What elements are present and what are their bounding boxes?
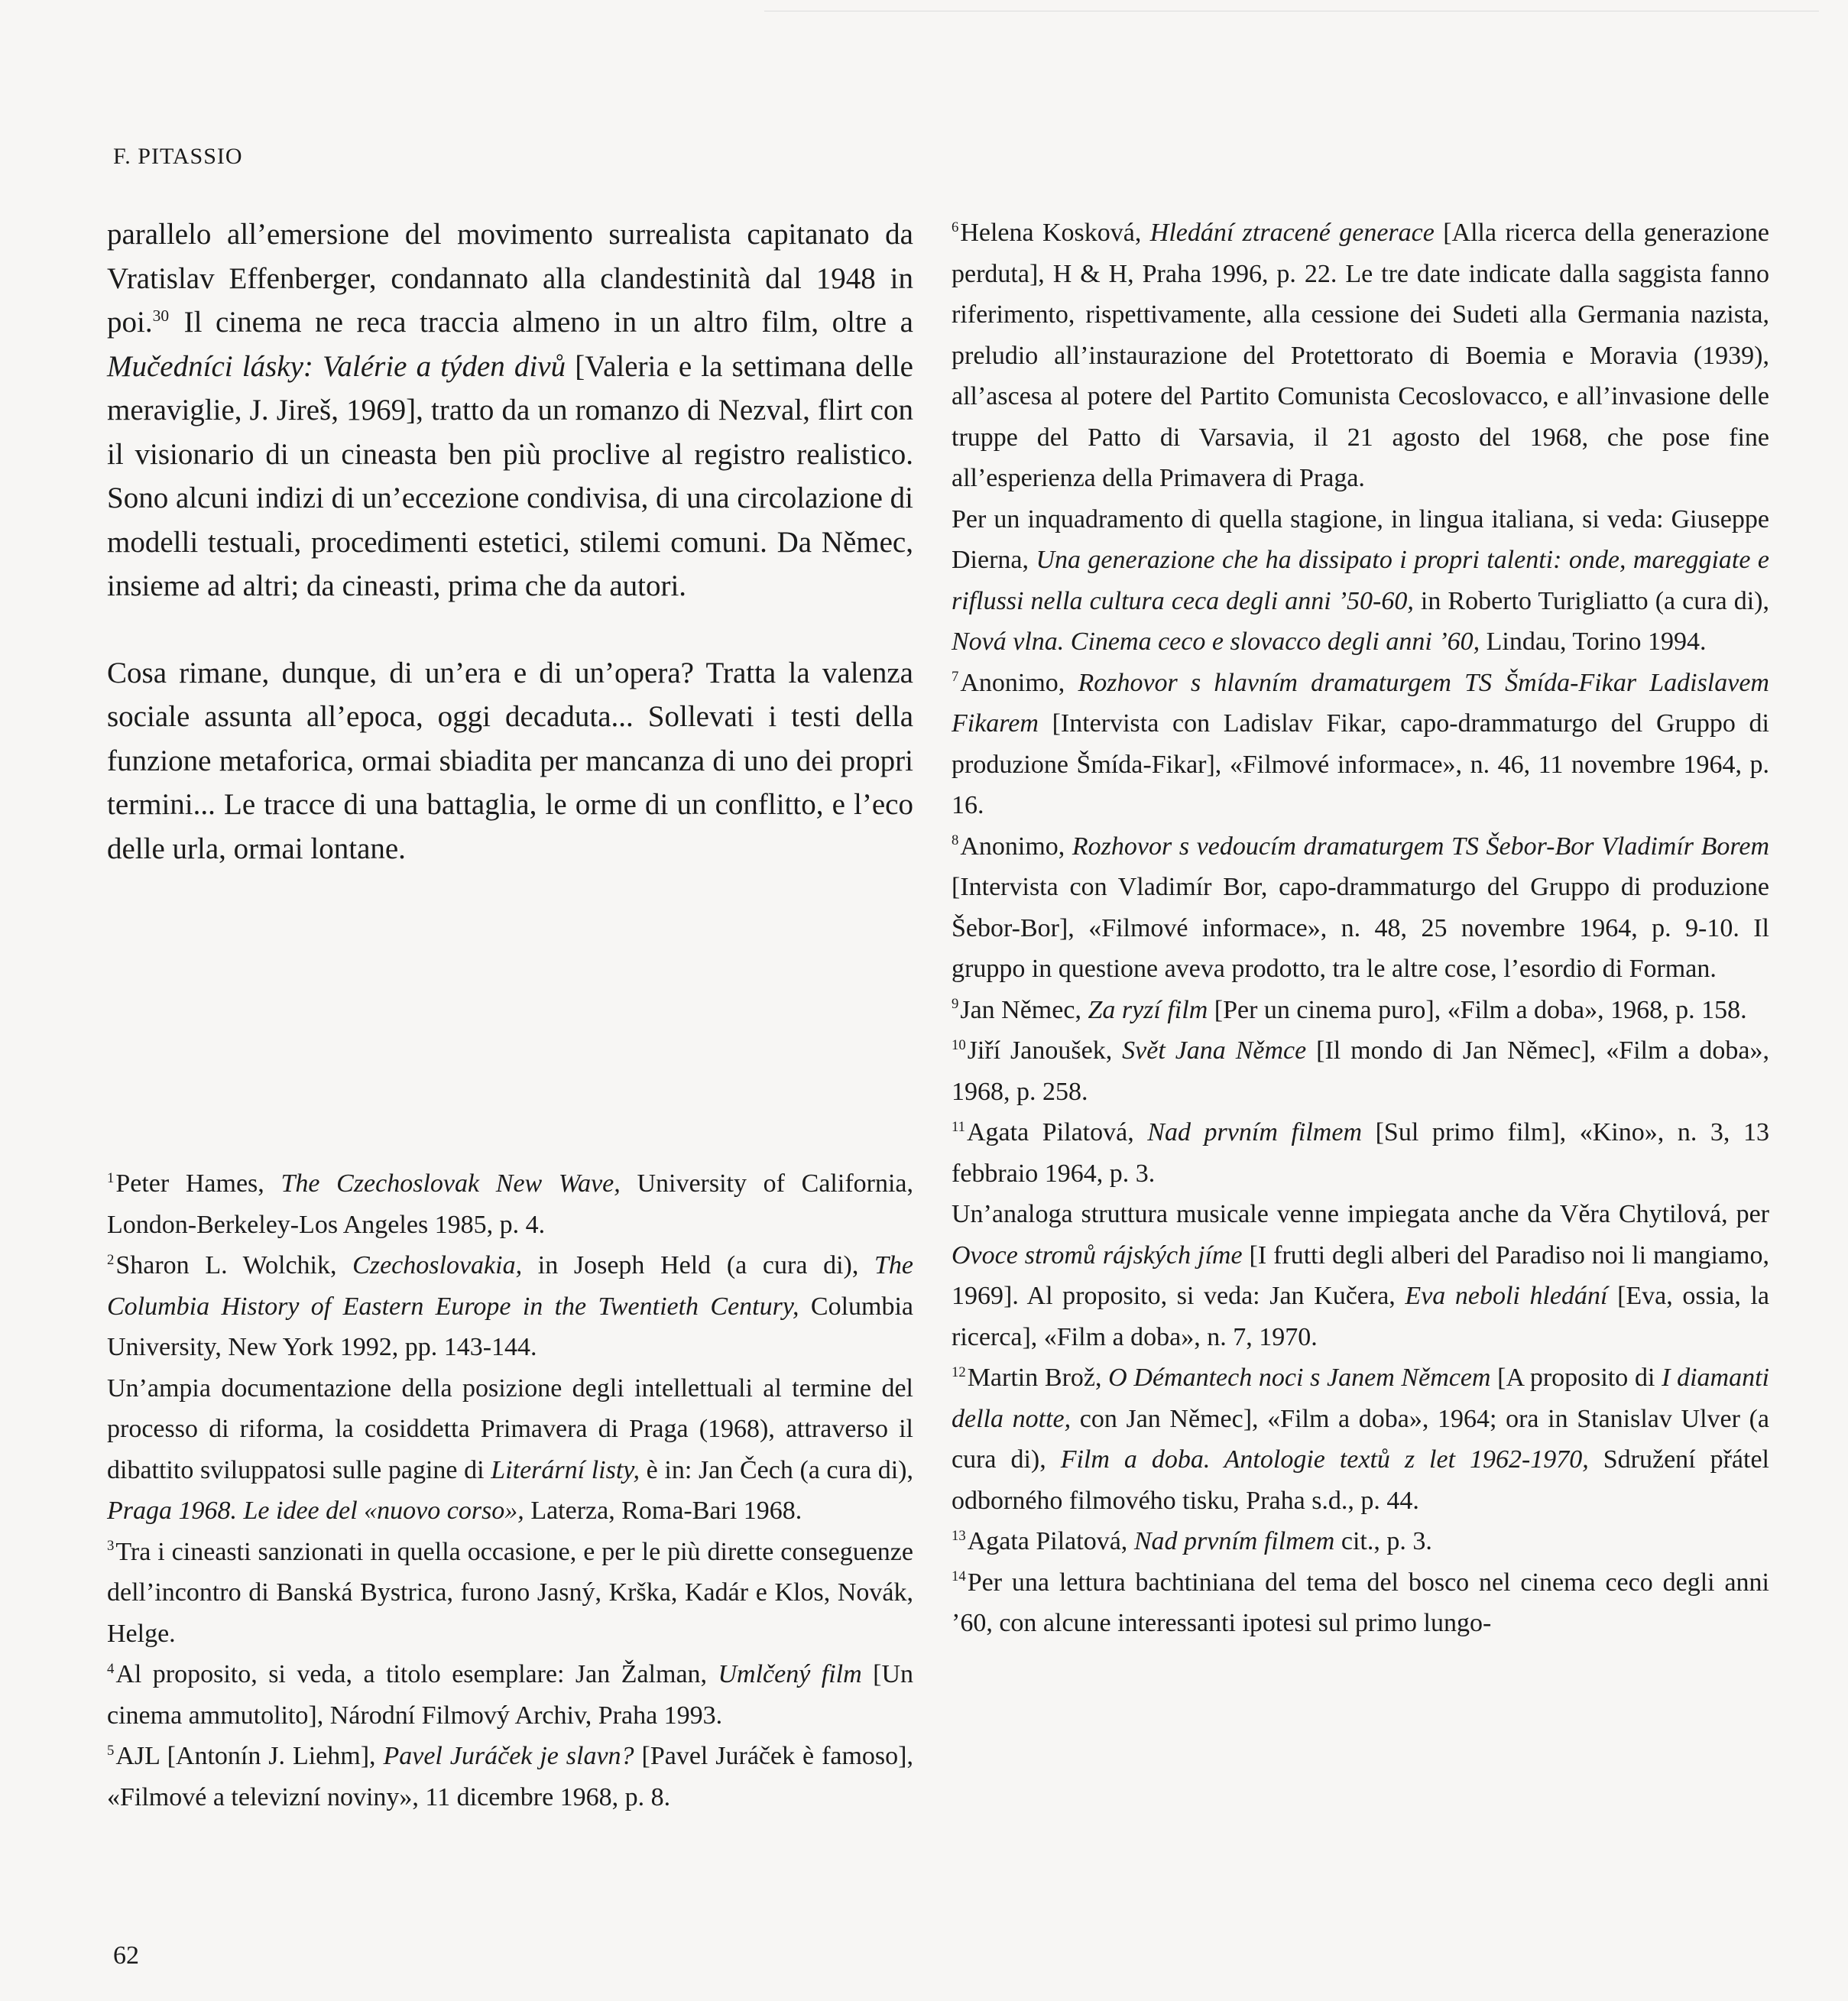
footnote: $^4$Al proposito, si veda, a titolo esemplare: Jan Žalman, Umlčený film [Un cinema ammutolito], Národní Filmový Archiv, Praha 1993. [107, 1660, 913, 1730]
footnote: $^2$Sharon L. Wolchik, Czechoslovakia, in Joseph Held (a cura di), The Columbia History of Eastern Europe in the Twentieth Century, Columbia University, New York 1992, pp. 143-144. [107, 1251, 914, 1361]
footnote: $^7$Anonimo, Rozhovor s hlavním dramaturgem TS Šmída-Fikar Ladislavem Fikarem [Intervista con Ladislav Fikar, capo-drammaturgo del Gruppo di produzione Šmída-Fikar], «Filmové informace», n. 46, 11 novembre 1964, p. 16. [952, 668, 1769, 819]
body-paragraph-2: Cosa rimane, dunque, di un’era e di un’opera? Tratta la valenza sociale assunta all’epoca, oggi decaduta... Sollevati i testi della funzione metaforica, ormai sbiadita per mancanza di uno dei propri termini... Le tracce di una battaglia, le orme di un conflitto, e l’eco delle urla, ormai lontane. [107, 656, 913, 865]
footnote: $^6$Helena Kosková, Hledání ztracené generace [Alla ricerca della generazione perduta], H & H, Praha 1996, p. 22. Le tre date indicate dalla saggista fanno riferimento, rispettivamente, alla cessione dei Sudeti alla Germania nazista, preludio all’instaurazione del Protettorato di Boemia e Moravia (1939), all’ascesa al potere del Partito Comunista Cecoslovacco, e all’invasione delle truppe del Patto di Varsavia, il 21 agosto del 1968, che pose fine all’esperienza della Primavera di Praga. [952, 219, 1769, 492]
footnote-continuation: Per un inquadramento di quella stagione, in lingua italiana, si veda: Giuseppe Dierna, Una generazione che ha dissipato i propri talenti: onde, mareggiate e riflussi nella cultura ceca degli anni ’50-60, in Roberto Turigliatto (a cura di), Nová vlna. Cinema ceco e slovacco degli anni ’60, Lindau, Torino 1994. [952, 504, 1769, 656]
footnote: $^{10}$Jiří Janoušek, Svět Jana Němce [Il mondo di Jan Němec], «Film a doba», 1968, p. 258. [952, 1036, 1769, 1106]
body-text [107, 212, 913, 871]
footnote: $^{12}$Martin Brož, O Démantech noci s Janem Němcem [A proposito di I diamanti della notte, con Jan Němec], «Film a doba», 1964; ora in Stanislav Ulver (a cura di), Film a doba. Antologie textů z let 1962-1970, Sdružení přátel odborného filmového tisku, Praha s.d., p. 44. [952, 1364, 1769, 1515]
footnote: $^5$AJL [Antonín J. Liehm], Pavel Juráček je slavn? [Pavel Juráček è famoso], «Filmové a televizní noviny», 11 dicembre 1968, p. 8. [107, 1742, 913, 1811]
body-paragraph-1: parallelo all’emersione del movimento surrealista capitanato da Vratislav Effenberger, condannato alla clandestinità dal 1948 in poi.$^{30}$ Il cinema ne reca traccia almeno in un altro film, oltre a Mučedníci lásky: Valérie a týden divů [Valeria e la settimana delle meraviglie, J. Jireš, 1969], tratto da un romanzo di Nezval, flirt con il visionario di un cineasta ben più proclive al registro realistico. Sono alcuni indizi di un’eccezione condivisa, di una circolazione di modelli testuali, procedimenti estetici, stilemi comuni. Da Němec, insieme ad altri; da cineasti, prima che da autori. [107, 218, 913, 602]
footnote: $^1$Peter Hames, The Czechoslovak New Wave, University of California, London-Berkeley-Los Angeles 1985, p. 4. [107, 1169, 914, 1239]
footnote-continuation: Un’ampia documentazione della posizione degli intellettuali al termine del processo di riforma, la cosiddetta Primavera di Praga (1968), attraverso il dibattito sviluppatosi sulle pagine di Literární listy, è in: Jan Čech (a cura di), Praga 1968. Le idee del «nuovo corso», Laterza, Roma-Bari 1968. [107, 1373, 913, 1525]
footnote: $^3$Tra i cineasti sanzionati in quella occasione, e per le più dirette conseguenze dell’incontro di Banská Bystrica, furono Jasný, Krška, Kadár e Klos, Novák, Helge. [107, 1537, 913, 1648]
footnote: $^{14}$Per una lettura bachtiniana del tema del bosco nel cinema ceco degli anni ’60, con alcune interessanti ipotesi sul primo lungo- [952, 1568, 1769, 1637]
footnote: $^{13}$Agata Pilatová, Nad prvním filmem cit., p. 3. [952, 1527, 1432, 1555]
footnote: $^9$Jan Němec, Za ryzí film [Per un cinema puro], «Film a doba», 1968, p. 158. [952, 995, 1747, 1024]
footnote-continuation: Un’analoga struttura musicale venne impiegata anche da Věra Chytilová, per Ovoce stromů rájských jíme [I frutti degli alberi del Paradiso noi li mangiamo, 1969]. Al proposito, si veda: Jan Kučera, Eva neboli hledání [Eva, ossia, la ricerca], «Film a doba», n. 7, 1970. [952, 1200, 1770, 1351]
footnote: $^8$Anonimo, Rozhovor s vedoucím dramaturgem TS Šebor-Bor Vladimír Borem [Intervista con Vladimír Bor, capo-drammaturgo del Gruppo di produzione Šebor-Bor], «Filmové informace», n. 48, 25 novembre 1964, p. 9-10. Il gruppo in questione aveva prodotto, tra le altre cose, l’esordio di Forman. [952, 832, 1769, 983]
page-number: 62 [113, 1941, 139, 1970]
footnotes-right [952, 212, 1769, 1644]
footnote-ref[interactable]: 30 [152, 306, 170, 325]
footnotes-left [107, 1163, 913, 1818]
footnote: $^{11}$Agata Pilatová, Nad prvním filmem [Sul primo film], «Kino», n. 3, 13 febbraio 1964, p. 3. [952, 1118, 1769, 1188]
running-head: F. PITASSIO [113, 144, 243, 169]
